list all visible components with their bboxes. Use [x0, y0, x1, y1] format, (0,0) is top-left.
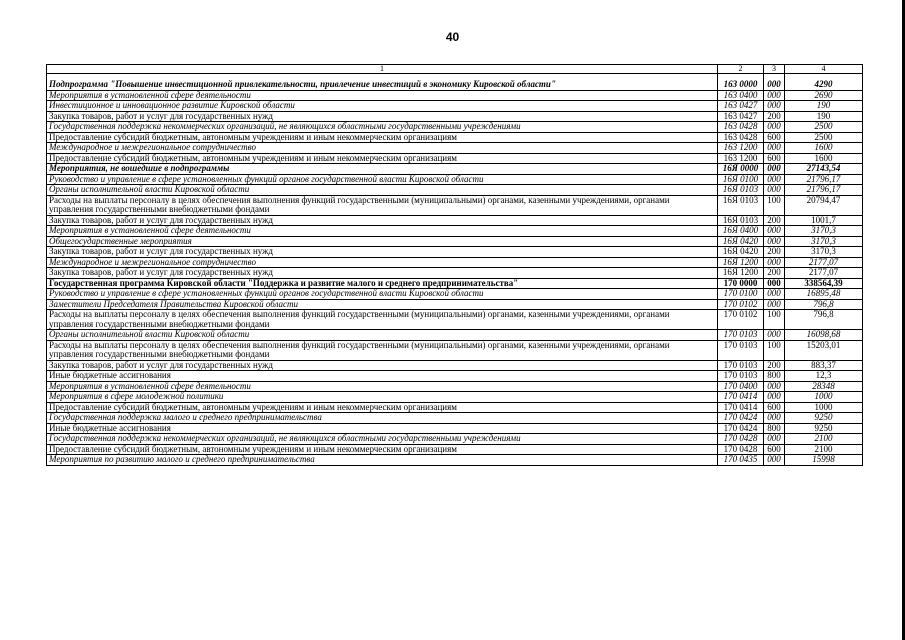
row-name: Расходы на выплаты персоналу в целях обеспечения выполнения функций государственными (муниципальными) органами, казенными учреждениями, органами управления государственными внебюджетными фондами [47, 195, 718, 215]
row-sum: 2100 [785, 434, 863, 445]
row-name: Мероприятия по развитию малого и среднего предпринимательства [47, 455, 718, 466]
row-group: 000 [764, 122, 785, 133]
row-code: 170 0424 [718, 423, 764, 434]
row-name: Международное и межрегиональное сотрудничество [47, 143, 718, 154]
row-code: 170 0424 [718, 413, 764, 424]
row-code: 163 0427 [718, 101, 764, 112]
row-group: 000 [764, 226, 785, 237]
row-sum: 2177,07 [785, 268, 863, 279]
table-row [47, 434, 863, 445]
row-code: 170 0103 [718, 340, 764, 360]
table-row [47, 236, 863, 247]
row-name: Органы исполнительной власти Кировской области [47, 185, 718, 196]
row-name: Иные бюджетные ассигнования [47, 423, 718, 434]
row-name: Предоставление субсидий бюджетным, автономным учреждениям и иным некоммерческим организациям [47, 444, 718, 455]
row-sum: 21796,17 [785, 185, 863, 196]
row-code: 16Я 0400 [718, 226, 764, 237]
row-sum: 9250 [785, 413, 863, 424]
row-sum: 9250 [785, 423, 863, 434]
row-code: 170 0428 [718, 444, 764, 455]
row-code: 16Я 0000 [718, 164, 764, 175]
table-row [47, 330, 863, 341]
table-row [47, 423, 863, 434]
row-name: Мероприятия в установленной сфере деятельности [47, 381, 718, 392]
table-row [47, 185, 863, 196]
row-sum: 21796,17 [785, 174, 863, 185]
header-col3: 3 [764, 65, 785, 74]
row-group: 000 [764, 392, 785, 403]
row-name: Закупка товаров, работ и услуг для государственных нужд [47, 111, 718, 122]
table-row [47, 392, 863, 403]
row-code: 163 0428 [718, 132, 764, 143]
row-sum: 15203,01 [785, 340, 863, 360]
table-row [47, 174, 863, 185]
table-row [47, 381, 863, 392]
row-sum: 16098,68 [785, 330, 863, 341]
row-sum: 2100 [785, 444, 863, 455]
header-col4: 4 [785, 65, 863, 74]
row-name: Государственная программа Кировской области "Поддержка и развитие малого и среднего предпринимательства" [47, 278, 718, 289]
row-name: Заместители Председателя Правительства Кировской области [47, 299, 718, 310]
row-group: 100 [764, 195, 785, 215]
row-sum: 20794,47 [785, 195, 863, 215]
row-group: 000 [764, 278, 785, 289]
row-sum: 28348 [785, 381, 863, 392]
row-code: 16Я 0100 [718, 174, 764, 185]
table-row [47, 413, 863, 424]
row-sum: 2177,07 [785, 257, 863, 268]
table-row [47, 143, 863, 154]
table-row [47, 360, 863, 371]
row-sum: 1000 [785, 402, 863, 413]
row-sum: 1600 [785, 143, 863, 154]
row-group: 000 [764, 455, 785, 466]
row-group: 600 [764, 153, 785, 164]
table-row [47, 74, 863, 91]
row-group: 200 [764, 247, 785, 258]
row-name: Предоставление субсидий бюджетным, автономным учреждениям и иным некоммерческим организациям [47, 153, 718, 164]
row-sum: 3170,3 [785, 247, 863, 258]
row-group: 000 [764, 330, 785, 341]
table-row [47, 455, 863, 466]
table-row [47, 299, 863, 310]
row-group: 000 [764, 299, 785, 310]
table-row [47, 164, 863, 175]
row-code: 163 1200 [718, 143, 764, 154]
row-sum: 796,8 [785, 299, 863, 310]
row-group: 000 [764, 413, 785, 424]
row-name: Закупка товаров, работ и услуг для государственных нужд [47, 247, 718, 258]
row-name: Общегосударственные мероприятия [47, 236, 718, 247]
row-group: 600 [764, 444, 785, 455]
table-row [47, 289, 863, 300]
table-row [47, 278, 863, 289]
row-sum: 12,3 [785, 371, 863, 382]
table-row [47, 132, 863, 143]
row-name: Закупка товаров, работ и услуг для государственных нужд [47, 360, 718, 371]
row-sum: 2690 [785, 90, 863, 101]
row-group: 000 [764, 101, 785, 112]
row-group: 000 [764, 185, 785, 196]
row-name: Предоставление субсидий бюджетным, автономным учреждениям и иным некоммерческим организациям [47, 132, 718, 143]
row-group: 200 [764, 215, 785, 226]
row-sum: 338564,39 [785, 278, 863, 289]
row-sum: 27143,54 [785, 164, 863, 175]
table-row [47, 153, 863, 164]
row-group: 600 [764, 402, 785, 413]
row-code: 163 0427 [718, 111, 764, 122]
row-code: 170 0103 [718, 371, 764, 382]
table-row [47, 101, 863, 112]
budget-table [46, 64, 863, 466]
table-row [47, 340, 863, 360]
row-name: Закупка товаров, работ и услуг для государственных нужд [47, 215, 718, 226]
row-code: 163 0428 [718, 122, 764, 133]
row-code: 170 0102 [718, 310, 764, 330]
table-row [47, 444, 863, 455]
row-name: Закупка товаров, работ и услуг для государственных нужд [47, 268, 718, 279]
row-group: 000 [764, 164, 785, 175]
row-group: 000 [764, 236, 785, 247]
row-sum: 16895,48 [785, 289, 863, 300]
row-code: 170 0400 [718, 381, 764, 392]
row-code: 170 0414 [718, 392, 764, 403]
row-name: Подпрограмма "Повышение инвестиционной привлекательности, привлечение инвестиций в экономику Кировской области" [47, 74, 718, 91]
row-group: 000 [764, 289, 785, 300]
row-sum: 796,8 [785, 310, 863, 330]
page-number: 40 [445, 30, 460, 44]
row-code: 163 0400 [718, 90, 764, 101]
row-name: Расходы на выплаты персоналу в целях обеспечения выполнения функций государственными (муниципальными) органами, казенными учреждениями, органами управления государственными внебюджетными фондами [47, 340, 718, 360]
row-name: Международное и межрегиональное сотрудничество [47, 257, 718, 268]
table-row [47, 247, 863, 258]
table-row [47, 268, 863, 279]
row-group: 100 [764, 340, 785, 360]
row-name: Расходы на выплаты персоналу в целях обеспечения выполнения функций государственными (муниципальными) органами, казенными учреждениями, органами управления государственными внебюджетными фондами [47, 310, 718, 330]
row-code: 170 0103 [718, 360, 764, 371]
table-row [47, 257, 863, 268]
row-group: 200 [764, 268, 785, 279]
row-sum: 2500 [785, 122, 863, 133]
row-code: 16Я 0103 [718, 195, 764, 215]
table-row [47, 402, 863, 413]
row-group: 200 [764, 111, 785, 122]
row-group: 200 [764, 360, 785, 371]
row-group: 000 [764, 74, 785, 91]
row-sum: 2500 [785, 132, 863, 143]
row-name: Руководство и управление в сфере установленных функций органов государственной власти Кировской области [47, 174, 718, 185]
budget-table-body [47, 65, 863, 466]
row-code: 163 1200 [718, 153, 764, 164]
row-group: 800 [764, 423, 785, 434]
table-row [47, 310, 863, 330]
row-name: Государственная поддержка некоммерческих организаций, не являющихся областными государственными учреждениями [47, 122, 718, 133]
row-code: 170 0102 [718, 299, 764, 310]
row-name: Мероприятия в сфере молодежной политики [47, 392, 718, 403]
row-name: Руководство и управление в сфере установленных функций органов государственной власти Кировской области [47, 289, 718, 300]
row-sum: 1001,7 [785, 215, 863, 226]
row-name: Предоставление субсидий бюджетным, автономным учреждениям и иным некоммерческим организациям [47, 402, 718, 413]
row-sum: 4290 [785, 74, 863, 91]
row-sum: 1000 [785, 392, 863, 403]
row-group: 000 [764, 381, 785, 392]
row-group: 000 [764, 174, 785, 185]
row-code: 16Я 1200 [718, 268, 764, 279]
row-code: 16Я 0103 [718, 185, 764, 196]
row-name: Мероприятия в установленной сфере деятельности [47, 90, 718, 101]
table-row [47, 215, 863, 226]
row-sum: 1600 [785, 153, 863, 164]
row-sum: 15998 [785, 455, 863, 466]
row-group: 000 [764, 434, 785, 445]
row-code: 16Я 1200 [718, 257, 764, 268]
header-col2: 2 [718, 65, 764, 74]
row-name: Государственная поддержка малого и среднего предпринимательства [47, 413, 718, 424]
table-row [47, 371, 863, 382]
row-name: Иные бюджетные ассигнования [47, 371, 718, 382]
row-code: 170 0414 [718, 402, 764, 413]
row-name: Мероприятия, не вошедшие в подпрограммы [47, 164, 718, 175]
row-code: 170 0100 [718, 289, 764, 300]
header-col1: 1 [47, 65, 718, 74]
row-code: 170 0428 [718, 434, 764, 445]
row-group: 000 [764, 257, 785, 268]
row-code: 170 0103 [718, 330, 764, 341]
row-code: 16Я 0420 [718, 236, 764, 247]
row-sum: 883,37 [785, 360, 863, 371]
table-row [47, 90, 863, 101]
row-code: 16Я 0103 [718, 215, 764, 226]
row-name: Инвестиционное и инновационное развитие Кировской области [47, 101, 718, 112]
row-group: 000 [764, 143, 785, 154]
table-row [47, 226, 863, 237]
row-group: 100 [764, 310, 785, 330]
header-row [47, 65, 863, 74]
row-code: 16Я 0420 [718, 247, 764, 258]
row-group: 800 [764, 371, 785, 382]
table-row [47, 111, 863, 122]
row-sum: 190 [785, 101, 863, 112]
row-group: 600 [764, 132, 785, 143]
row-name: Органы исполнительной власти Кировской области [47, 330, 718, 341]
row-code: 170 0000 [718, 278, 764, 289]
row-sum: 190 [785, 111, 863, 122]
row-code: 170 0435 [718, 455, 764, 466]
row-sum: 3170,3 [785, 226, 863, 237]
table-row [47, 122, 863, 133]
row-code: 163 0000 [718, 74, 764, 91]
row-sum: 3170,3 [785, 236, 863, 247]
table-row [47, 195, 863, 215]
row-name: Государственная поддержка некоммерческих организаций, не являющихся областными государственными учреждениями [47, 434, 718, 445]
row-name: Мероприятия в установленной сфере деятельности [47, 226, 718, 237]
row-group: 000 [764, 90, 785, 101]
